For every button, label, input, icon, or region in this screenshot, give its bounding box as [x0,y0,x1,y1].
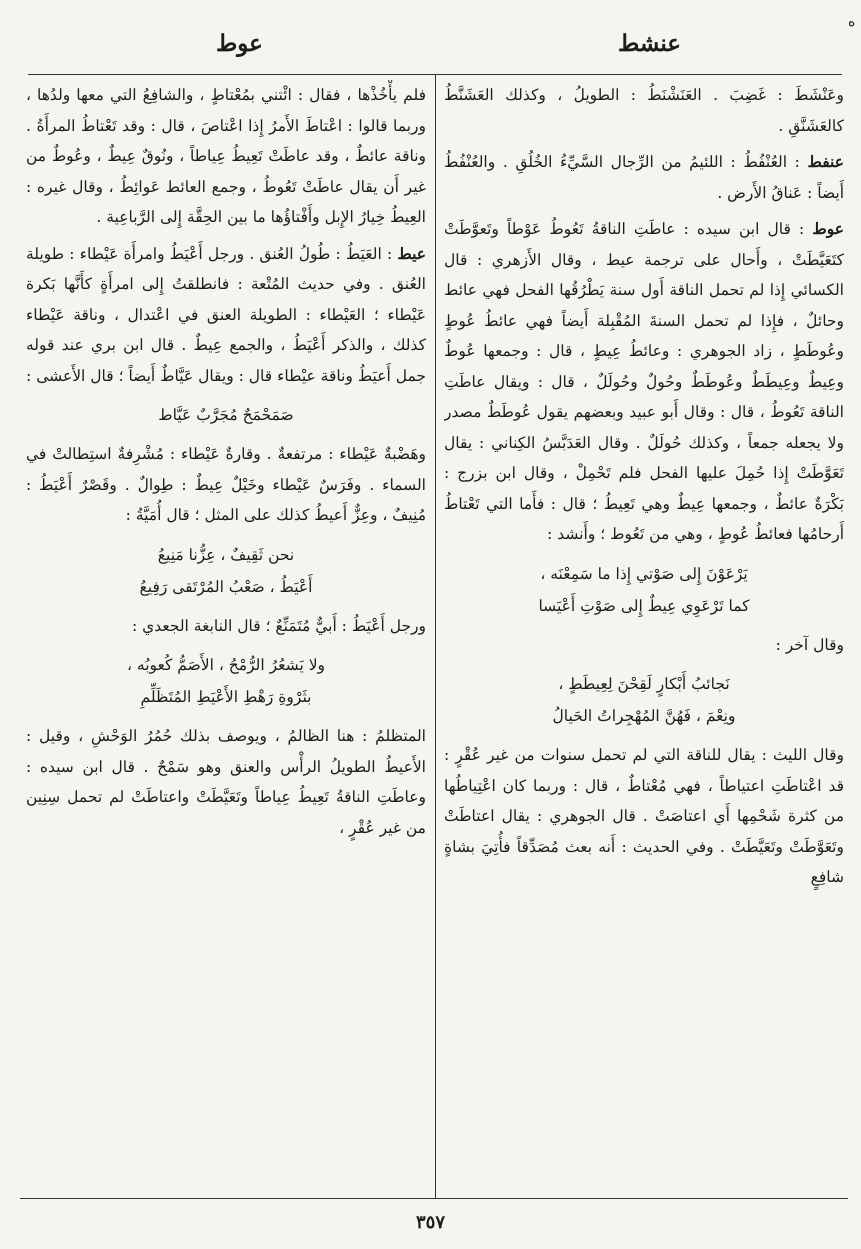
paragraph: ورجل أَعْيَطُ : أَبيٌّ مُتَمَنِّعٌ ؛ قال النابغة الجعدي : [131,616,426,635]
verse-line: بثَرْوةِ رَهْطِ الأَعْيَطِ المُتَظَلِّمِ [140,688,312,706]
entry-awt [444,214,844,550]
running-header-right: عنشط [618,30,682,57]
entry-anfat-text: : العُنْفُطُ : اللئيمُ من الرِّجال السَّيِّءُ الخُلُقِ . والعُنْفُطُ أَيضاً : عَناقُ الأَرض . [444,153,844,202]
verse-block [26,539,426,603]
entry-anfat [444,147,844,208]
verse-line: نَجائبُ أَبْكارٍ لَقِحْنَ لِعِيطَطٍ ، [558,675,730,693]
verse-block [26,649,426,713]
entry-ayt-text: : العَيَطُ : طُولُ العُنق . ورجل أَعْيَطُ وامرأَة عَيْطاء : طويلة العُنق . وفي حديث المُتْعة : فانطلقتُ إِلى امرأَةٍ كأَنَّها بَكرة عَيْطاء ؛ العَيْطاء : الطويلة العنق في اعْتدال ، وناقة عَيْطاء كذلك ، والذكر أَعْيَطُ ، والجمع عِيطٌ . قال ابن بري عند قوله جمل أَعيَطُ وناقة عيْطاء قال : ويقال عَيَّاطٌ أَيضاً ؛ قال الأَعشى : [26,244,426,385]
paragraph: وقال الليث : يقال للناقة التي لم تحمل سنوات من غير عُقْرٍ : قد اعْتاطَتِ اعتياطاً ، فهي مُعْتاطٌ ، قال : وربما كان اعْتِياطُها من كثرة شَحْمِها أَي اعتاصَتْ . قال الجوهري : يقال اعتاطَتْ وتَعَوَّطَتْ وتَعَيَّطَتْ . وفي الحديث : أَنه بعث مُصَدِّقاً فأُتِيَ بشاةٍ شافِعٍ [444,746,844,886]
verse-line: كما تَرْعَوِي عِيطٌ إِلى صَوْتِ أَعْيَسا [538,596,750,615]
verse-line: أَعْيَطُ ، صَعْبُ المُرْتَقى رَفِيعُ [139,577,313,596]
verse-line: ولا يَشعُرُ الرُّمْحُ ، الأَصَمُّ كُعوبُه ، [126,656,326,674]
verse-line: يَرْعَوْنَ إِلى صَوْتي إِذا ما سَمِعْنَه ، [540,564,748,583]
entry-awt-text: : قال ابن سيده : عاطَتِ الناقةُ تَعُوطُ عَوْطاً وتَعوَّطَتْ كتَعَيَّطَتْ ، وأَحال على ترجمة عيط ، وقال الأَزهري : قال الكسائي إِذا لم تحمل الناقة أَول سنة يَطْرُقُها الفحل فهي عائط وحائلٌ ، فإِذا لم تحمل السنةَ المُقْبِلة أَيضاً فهي عائطُ عُوطٍ وعُوطَطٍ ، زاد الجوهري : وعائطُ عِيطٍ ، قال : وجمعها عُوطٌ وعِيطٌ وعِيطَطٌ وعُوطَطٌ وحُولٌ وحُولَلٌ ، قال : ويقال عاطَتِ الناقة تَعُوطُ ، قال : وقال أَبو عبيد وبعضهم يقول عُوطَطٌ مصدر ولا يجعله جمعاً ، وكذلك حُولَلٌ . وقال العَدَبَّسُ الكِناني : يقال تَعَوَّطَتْ إِذا حُمِلَ عليها الفحل فلم تَحْمِلْ ، وقال ابن بزرج : بَكْرَةٌ عائطٌ ، وجمعها عِيطٌ وهي تَعِيطُ ؛ قال : فأَما التي تَعْتاطُ أَرحامُها فعائطُ عُوطٍ ، وهي من تَعُوط ؛ وأَنشد : [444,220,844,543]
headword-anfat: عنفط [807,152,844,171]
left-column [26,80,426,1192]
paragraph: وهَضْبةٌ عَيْطاء : مرتفعةٌ . وقارةٌ عَيْطاء : مُشْرِفةٌ استِطالتْ في السماء . وفَرَسٌ عَيْطاء وخَيْلٌ عِيطٌ : طِوالٌ . وقَصْرٌ أَعْيَطُ : مُنِيفٌ ، وعِزٌّ أَعيطُ كذلك على المثل ؛ قال أُمَيَّةُ : [26,445,426,524]
verse-line: ونِعْمَ ، فَهُنَّ المُهْجِراتُ الحَيالُ [552,707,736,725]
page-number: ٣٥٧ [415,1212,445,1233]
verse-line: نحن ثَقِيفٌ ، عِزُّنا مَنِيعُ [157,545,295,564]
footer-rule [20,1198,848,1199]
column-divider [435,74,436,1198]
entry-continuation: وعَنْشَطَ : غَضِبَ . العَنَشْنَطُ : الطويلُ ، وكذلك العَشَنَّطُ كالعَشَنَّقِ . [444,86,844,135]
verse-block [444,668,844,732]
verse-line: صَمَحْمَحٌ مُجَرَّبٌ عَيَّاط [158,406,294,424]
entry-continuation: فلم يأْخُذْها ، فقال : ائْتني بمُعْتاطٍ ، والشافِعُ التي معها ولدُها ، وربما قالوا : اعْتاطَ الأَمرُ إِذا اعْتاصَ ، قال : وقد تَعْتاطُ المرأَةُ . وناقة عائطٌ ، وقد عاطَتْ تَعِيطُ عِياطاً ، ونُوقٌ عِيطٌ ، وعُوطٌ من غير أَن يقال عاطَتْ تَعُوطُ ، وجمع العائط عَوائِطُ ، وقال غيره : العِيطُ خِيارُ الإِبل وأَفْتاؤُها ما بين الحِقَّة إِلى الرَّباعِية . [26,86,426,226]
headword-awt: عوط [812,219,844,238]
paragraph: المتظلمُ : هنا الظالمُ ، ويوصف بذلك حُمُرُ الوَحْشِ ، وقيل : الأَعيطُ الطويلُ الرأْس والعنق وهو سَمْحٌ . قال ابن سيده : وعاطَتِ الناقةُ تَعِيطُ عِياطاً وتَعَيَّطَتْ واعتاطَتْ لم تحمل سِنِين من غير عُقْرٍ ، [26,727,426,837]
corner-mark: ه [848,14,856,30]
paragraph: وقال آخر : [775,635,844,654]
headword-ayt: عيط [397,243,426,263]
verse-block [444,558,844,622]
running-header-left: عوط [216,30,263,57]
entry-ayt [26,239,426,392]
verse-block [26,399,426,431]
right-column [444,80,844,1192]
